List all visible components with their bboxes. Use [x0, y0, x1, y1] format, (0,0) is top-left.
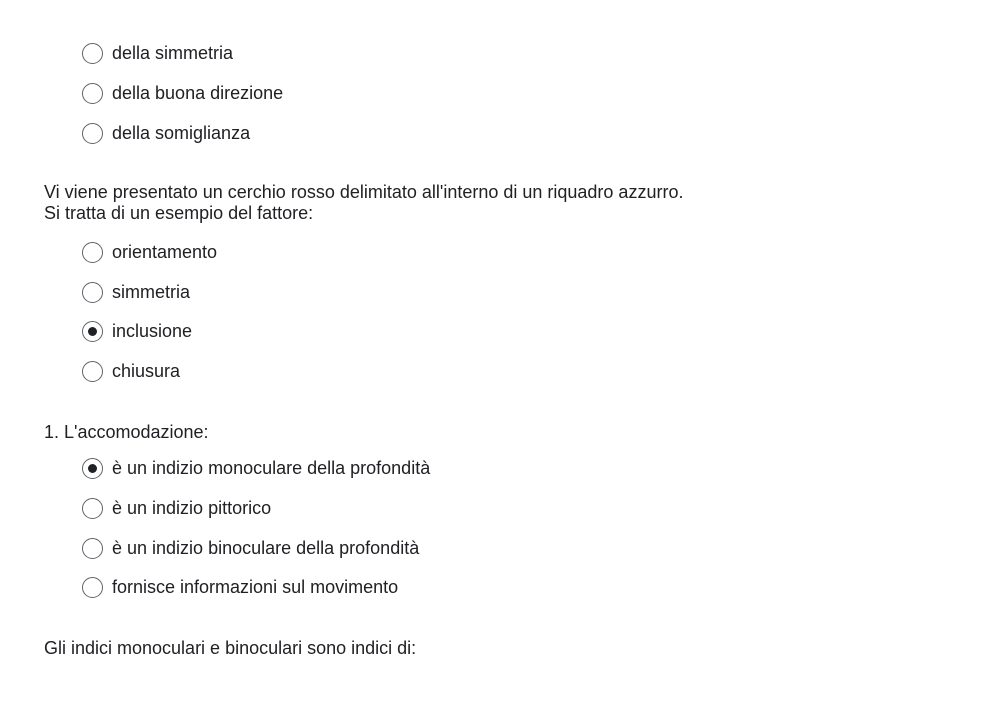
radio-option[interactable]: [82, 82, 283, 104]
radio-option[interactable]: [82, 281, 190, 303]
radio-button-unselected[interactable]: [82, 361, 103, 382]
radio-button-selected[interactable]: [82, 321, 103, 342]
radio-option[interactable]: [82, 576, 398, 598]
radio-button-selected[interactable]: [82, 458, 103, 479]
radio-button-unselected[interactable]: [82, 282, 103, 303]
radio-option[interactable]: [82, 360, 180, 382]
option-label: della simmetria: [112, 42, 234, 63]
question-line: Si tratta di un esempio del fattore:: [44, 203, 314, 223]
option-label: della somiglianza: [112, 122, 251, 143]
radio-button-unselected[interactable]: [82, 123, 103, 144]
option-label: è un indizio pittorico: [112, 497, 272, 518]
radio-button-unselected[interactable]: [82, 43, 103, 64]
radio-option[interactable]: [82, 320, 192, 342]
question-line: Vi viene presentato un cerchio rosso delimitato all'interno di un riquadro azzurro.: [44, 182, 684, 202]
option-label: è un indizio monoculare della profondità: [112, 457, 431, 478]
question-text: [44, 422, 209, 443]
radio-option[interactable]: [82, 241, 217, 263]
radio-button-unselected[interactable]: [82, 498, 103, 519]
question-text: [44, 638, 416, 659]
radio-option[interactable]: [82, 122, 250, 144]
option-label: è un indizio binoculare della profondità: [112, 537, 420, 558]
option-label: fornisce informazioni sul movimento: [112, 576, 399, 597]
radio-button-unselected[interactable]: [82, 577, 103, 598]
question-text: [44, 182, 683, 224]
radio-button-unselected[interactable]: [82, 242, 103, 263]
radio-option[interactable]: [82, 497, 271, 519]
radio-option[interactable]: [82, 457, 430, 479]
radio-option[interactable]: [82, 537, 419, 559]
radio-button-unselected[interactable]: [82, 83, 103, 104]
option-label: simmetria: [112, 281, 191, 302]
option-label: chiusura: [112, 360, 181, 381]
option-label: orientamento: [112, 241, 218, 262]
option-label: della buona direzione: [112, 82, 284, 103]
option-label: inclusione: [112, 320, 193, 341]
radio-option[interactable]: [82, 42, 233, 64]
question-line: 1. L'accomodazione:: [44, 422, 209, 442]
question-line: Gli indici monoculari e binoculari sono indici di:: [44, 638, 417, 658]
radio-button-unselected[interactable]: [82, 538, 103, 559]
